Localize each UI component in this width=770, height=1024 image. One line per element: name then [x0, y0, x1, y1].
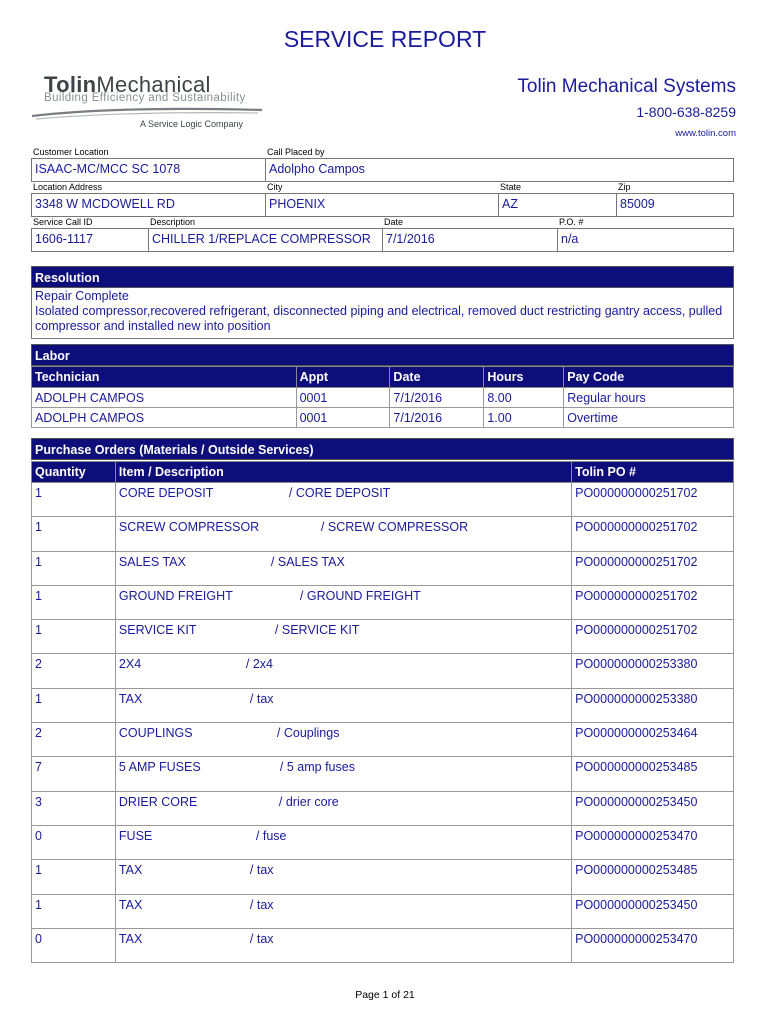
- po-number: PO000000000253470: [572, 928, 734, 962]
- po-row: [32, 757, 734, 791]
- labor-col-hours: Hours: [484, 367, 564, 388]
- location-address-label: Location Address: [33, 182, 103, 192]
- po-row: [32, 860, 734, 894]
- po-row: [32, 654, 734, 688]
- labor-col-date: Date: [390, 367, 484, 388]
- purchase-orders-table: [31, 461, 734, 963]
- purchase-orders-heading: Purchase Orders (Materials / Outside Services): [31, 438, 734, 460]
- po-number: PO000000000253464: [572, 723, 734, 757]
- po-item: TAX: [118, 897, 143, 912]
- resolution-body: [31, 287, 734, 339]
- po-description: / CORE DEPOSIT: [288, 486, 391, 500]
- po-item-description: [115, 791, 571, 825]
- labor-heading: Labor: [31, 344, 734, 366]
- po-value: n/a: [557, 228, 734, 251]
- po-row: [32, 688, 734, 722]
- po-item-description: [115, 654, 571, 688]
- po-item: DRIER CORE: [118, 794, 198, 809]
- customer-location-label: Customer Location: [33, 147, 109, 157]
- po-item: TAX: [118, 931, 143, 946]
- po-quantity: 1: [32, 860, 116, 894]
- po-item-description: [115, 688, 571, 722]
- po-quantity: 1: [32, 483, 116, 517]
- po-description: / GROUND FREIGHT: [299, 588, 421, 603]
- po-description: / SERVICE KIT: [274, 623, 360, 638]
- po-item-description: [115, 551, 571, 585]
- po-quantity: 0: [32, 928, 116, 962]
- po-number: PO000000000253470: [572, 825, 734, 859]
- po-description: / drier core: [278, 794, 339, 809]
- date-label: Date: [384, 217, 404, 227]
- po-item: SALES TAX: [118, 554, 186, 569]
- po-item: 2X4: [118, 657, 142, 672]
- description-value: CHILLER 1/REPLACE COMPRESSOR: [148, 228, 382, 251]
- po-item-description: [115, 757, 571, 791]
- po-description: / Couplings: [276, 726, 340, 741]
- company-name: Tolin Mechanical Systems: [517, 76, 736, 97]
- po-item-description: [115, 620, 571, 654]
- labor-date: 7/1/2016: [390, 388, 484, 408]
- po-item-description: [115, 928, 571, 962]
- po-quantity: 1: [32, 894, 116, 928]
- po-description: / 5 amp fuses: [279, 760, 355, 775]
- po-item: FUSE: [118, 828, 153, 843]
- city-label: City: [267, 182, 283, 192]
- po-quantity: 1: [32, 517, 116, 551]
- po-number: PO000000000251702: [572, 585, 734, 619]
- labor-appt: 0001: [296, 408, 390, 428]
- po-description: / SALES TAX: [270, 554, 345, 569]
- po-row: [32, 517, 734, 551]
- company-phone: 1-800-638-8259: [636, 104, 736, 120]
- zip-value: 85009: [616, 193, 734, 216]
- labor-hours: 8.00: [484, 388, 564, 408]
- po-number: PO000000000253450: [572, 894, 734, 928]
- po-number: PO000000000251702: [572, 483, 734, 517]
- po-description: / tax: [249, 863, 274, 878]
- date-value: 7/1/2016: [382, 228, 557, 251]
- po-col-item: Item / Description: [115, 462, 571, 483]
- po-item: SERVICE KIT: [118, 623, 197, 638]
- resolution-status: Repair Complete: [35, 289, 129, 303]
- po-quantity: 2: [32, 654, 116, 688]
- po-row: [32, 551, 734, 585]
- po-row: [32, 585, 734, 619]
- company-logo: [30, 72, 270, 134]
- call-placed-by-value: Adolpho Campos: [265, 158, 734, 181]
- labor-technician: ADOLPH CAMPOS: [32, 408, 297, 428]
- po-number: PO000000000251702: [572, 517, 734, 551]
- po-item-description: [115, 517, 571, 551]
- labor-table: [31, 366, 734, 428]
- state-label: State: [500, 182, 522, 192]
- po-item: TAX: [118, 691, 143, 706]
- po-item-description: [115, 860, 571, 894]
- labor-hours: 1.00: [484, 408, 564, 428]
- po-quantity: 1: [32, 620, 116, 654]
- po-item-description: [115, 894, 571, 928]
- po-row: [32, 825, 734, 859]
- labor-pay-code: Regular hours: [564, 388, 734, 408]
- po-item: CORE DEPOSIT: [118, 486, 214, 500]
- description-label: Description: [150, 217, 196, 227]
- po-row: [32, 620, 734, 654]
- po-item-description: [115, 585, 571, 619]
- company-website: www.tolin.com: [675, 128, 736, 139]
- po-label: P.O. #: [559, 217, 584, 227]
- po-item: COUPLINGS: [118, 726, 193, 741]
- po-quantity: 2: [32, 723, 116, 757]
- po-description: / SCREW COMPRESSOR: [320, 520, 469, 535]
- service-call-id-value: 1606-1117: [31, 228, 148, 251]
- po-quantity: 3: [32, 791, 116, 825]
- call-placed-by-label: Call Placed by: [267, 147, 325, 157]
- labor-date: 7/1/2016: [390, 408, 484, 428]
- resolution-text: Isolated compressor,recovered refrigerant, disconnected piping and electrical, removed duct restricting gantry access, pulled compressor and installed new into position: [35, 304, 723, 333]
- po-item: TAX: [118, 863, 143, 878]
- report-title: SERVICE REPORT: [283, 26, 487, 52]
- customer-location-value: ISAAC-MC/MCC SC 1078: [31, 158, 265, 181]
- po-quantity: 1: [32, 551, 116, 585]
- logo-subtitle: A Service Logic Company: [140, 119, 244, 129]
- labor-technician: ADOLPH CAMPOS: [32, 388, 297, 408]
- po-description: / tax: [249, 691, 274, 706]
- po-item-description: [115, 723, 571, 757]
- po-item: 5 AMP FUSES: [118, 760, 201, 775]
- labor-pay-code: Overtime: [564, 408, 734, 428]
- city-value: PHOENIX: [265, 193, 498, 216]
- labor-row: [32, 388, 734, 408]
- resolution-heading: Resolution: [31, 266, 734, 288]
- service-call-id-label: Service Call ID: [33, 217, 93, 227]
- company-info: [517, 76, 736, 139]
- po-number: PO000000000253380: [572, 688, 734, 722]
- po-quantity: 1: [32, 688, 116, 722]
- po-item: SCREW COMPRESSOR: [118, 520, 260, 535]
- po-number: PO000000000253485: [572, 757, 734, 791]
- po-quantity: 1: [32, 585, 116, 619]
- po-description: / 2x4: [245, 657, 274, 672]
- po-number: PO000000000253485: [572, 860, 734, 894]
- po-row: [32, 894, 734, 928]
- page-number: Page 1 of 21: [355, 989, 415, 1001]
- po-quantity: 0: [32, 825, 116, 859]
- po-description: / fuse: [255, 828, 287, 843]
- labor-header-row: [32, 367, 734, 388]
- location-address-value: 3348 W MCDOWELL RD: [31, 193, 265, 216]
- labor-appt: 0001: [296, 388, 390, 408]
- po-quantity: 7: [32, 757, 116, 791]
- po-description: / tax: [249, 897, 274, 912]
- po-number: PO000000000251702: [572, 551, 734, 585]
- zip-label: Zip: [618, 182, 631, 192]
- po-number: PO000000000251702: [572, 620, 734, 654]
- labor-col-technician: Technician: [32, 367, 297, 388]
- po-row: [32, 483, 734, 517]
- po-row: [32, 723, 734, 757]
- po-number: PO000000000253450: [572, 791, 734, 825]
- logo-tagline: Building Efficiency and Sustainability: [44, 92, 246, 104]
- po-number: PO000000000253380: [572, 654, 734, 688]
- po-item-description: [115, 483, 571, 517]
- po-header-row: [32, 462, 734, 483]
- po-description: / tax: [249, 931, 274, 946]
- po-item-description: [115, 825, 571, 859]
- labor-row: [32, 408, 734, 428]
- state-value: AZ: [498, 193, 616, 216]
- logo-wordmark: TolinMechanical: [44, 72, 211, 97]
- po-col-quantity: Quantity: [32, 462, 116, 483]
- po-row: [32, 791, 734, 825]
- labor-col-pay-code: Pay Code: [564, 367, 734, 388]
- labor-col-appt: Appt: [296, 367, 390, 388]
- po-row: [32, 928, 734, 962]
- po-col-po-number: Tolin PO #: [572, 462, 734, 483]
- po-item: GROUND FREIGHT: [118, 588, 233, 603]
